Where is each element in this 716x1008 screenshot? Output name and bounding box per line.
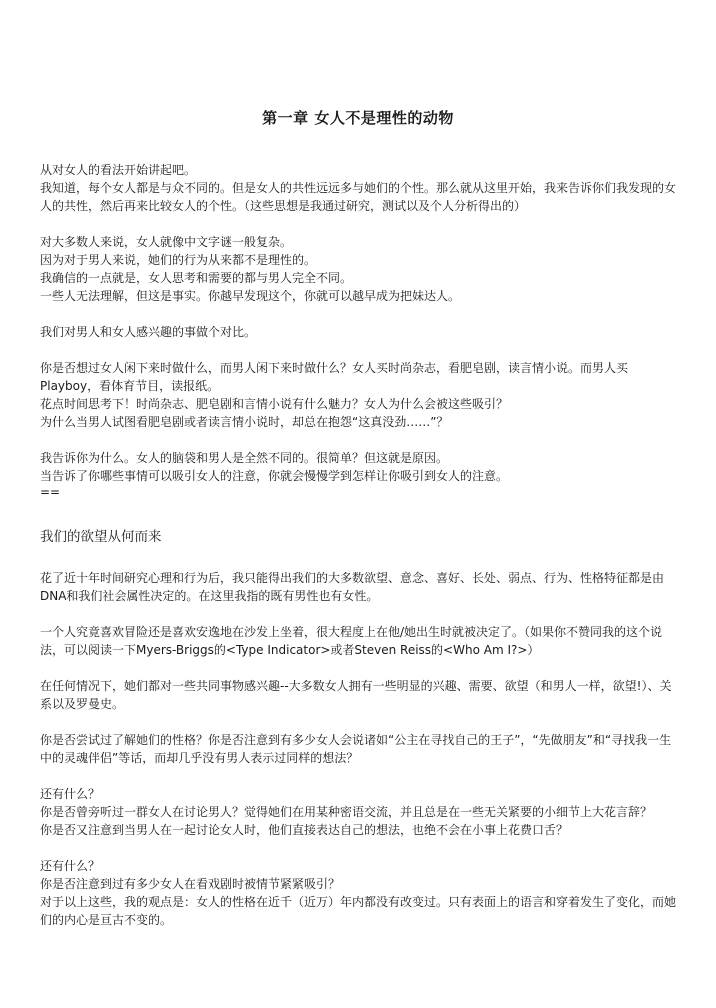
text-line: 我知道，每个女人都是与众不同的。但是女人的共性远远多与她们的个性。那么就从这里开始，我来告诉你们我发现的女人的共性，然后再来比较女人的个性。（这些思想是我通过研究，测试以及个人分析得出的） — [40, 181, 677, 213]
text-line: 你是否又注意到当男人在一起讨论女人时，他们直接表达自己的想法，也绝不会在小事上花费口舌？ — [40, 823, 569, 837]
section-heading: 我们的欲望从何而来 — [40, 529, 162, 545]
text-line: 你是否注意到过有多少女人在看戏剧时被情节紧紧吸引？ — [40, 877, 341, 891]
intro-section — [40, 161, 682, 485]
document-body — [40, 161, 682, 947]
separator-mark: == — [40, 485, 61, 499]
paragraph — [40, 785, 682, 839]
text-line: 为什么当男人试图看肥皂剧或者读言情小说时，却总在抱怨“这真没劲……”？ — [40, 415, 449, 429]
paragraph — [40, 623, 682, 659]
paragraph — [40, 857, 682, 929]
text-line: 你是否想过女人闲下来时做什么，而男人闲下来时做什么？女人买时尚杂志，看肥皂剧，读言情小说。而男人买Playboy，看体育节目，读报纸。 — [40, 361, 629, 393]
text-line: 从对女人的看法开始讲起吧。 — [40, 163, 197, 177]
text-line: 花点时间思考下！时尚杂志、肥皂剧和言情小说有什么魅力？女人为什么会被这些吸引？ — [40, 397, 509, 411]
text-line: 你是否曾旁听过一群女人在讨论男人？觉得她们在用某种密语交流，并且总是在一些无关紧要的小细节上大花言辞？ — [40, 805, 653, 819]
text-line: 当告诉了你哪些事情可以吸引女人的注意，你就会慢慢学到怎样让你吸引到女人的注意。 — [40, 469, 509, 483]
paragraph — [40, 731, 682, 767]
text-line: 一个人究竟喜欢冒险还是喜欢安逸地在沙发上坐着，很大程度上在他/她出生时就被决定了。（如果你不赞同我的这个说法，可以阅读一下Myers-Briggs的<Type Indicator>或者Steven Reiss的<Who Am I?>） — [40, 625, 663, 657]
text-line: 我确信的一点就是，女人思考和需要的都与男人完全不同。 — [40, 271, 353, 285]
paragraph — [40, 569, 682, 605]
text-line: 在任何情况下，她们都对一些共同事物感兴趣--大多数女人拥有一些明显的兴趣、需要、欲望（和男人一样，欲望!）、关系以及罗曼史。 — [40, 679, 672, 711]
text-line: 因为对于男人来说，她们的行为从来都不是理性的。 — [40, 253, 317, 267]
text-line: 你是否尝试过了解她们的性格？你是否注意到有多少女人会说诸如“公主在寻找自己的王子”，“先做朋友”和“寻找我一生中的灵魂伴侣”等话，而却几乎没有男人表示过同样的想法？ — [40, 733, 672, 765]
chapter-title: 第一章 女人不是理性的动物 — [262, 109, 454, 127]
text-line: 还有什么？ — [40, 787, 101, 801]
paragraph — [40, 233, 682, 305]
paragraph — [40, 359, 682, 431]
paragraph — [40, 161, 682, 215]
text-line: 我告诉你为什么。女人的脑袋和男人是全然不同的。很简单？但这就是原因。 — [40, 451, 449, 465]
paragraph — [40, 449, 682, 485]
section-body — [40, 569, 682, 929]
text-line: 我们对男人和女人感兴趣的事做个对比。 — [40, 325, 257, 339]
text-line: 花了近十年时间研究心理和行为后，我只能得出我们的大多数欲望、意念、喜好、长处、弱点、行为、性格特征都是由DNA和我们社会属性决定的。在这里我指的既有男性也有女性。 — [40, 571, 665, 603]
text-line: 还有什么？ — [40, 859, 101, 873]
text-line: 对大多数人来说，女人就像中文字谜一般复杂。 — [40, 235, 293, 249]
text-line: 一些人无法理解，但这是事实。你越早发现这个，你就可以越早成为把妹达人。 — [40, 289, 461, 303]
text-line: 对于以上这些，我的观点是：女人的性格在近千（近万）年内都没有改变过。只有表面上的语言和穿着发生了变化，而她们的内心是亘古不变的。 — [40, 895, 677, 927]
paragraph — [40, 677, 682, 713]
paragraph — [40, 323, 682, 341]
